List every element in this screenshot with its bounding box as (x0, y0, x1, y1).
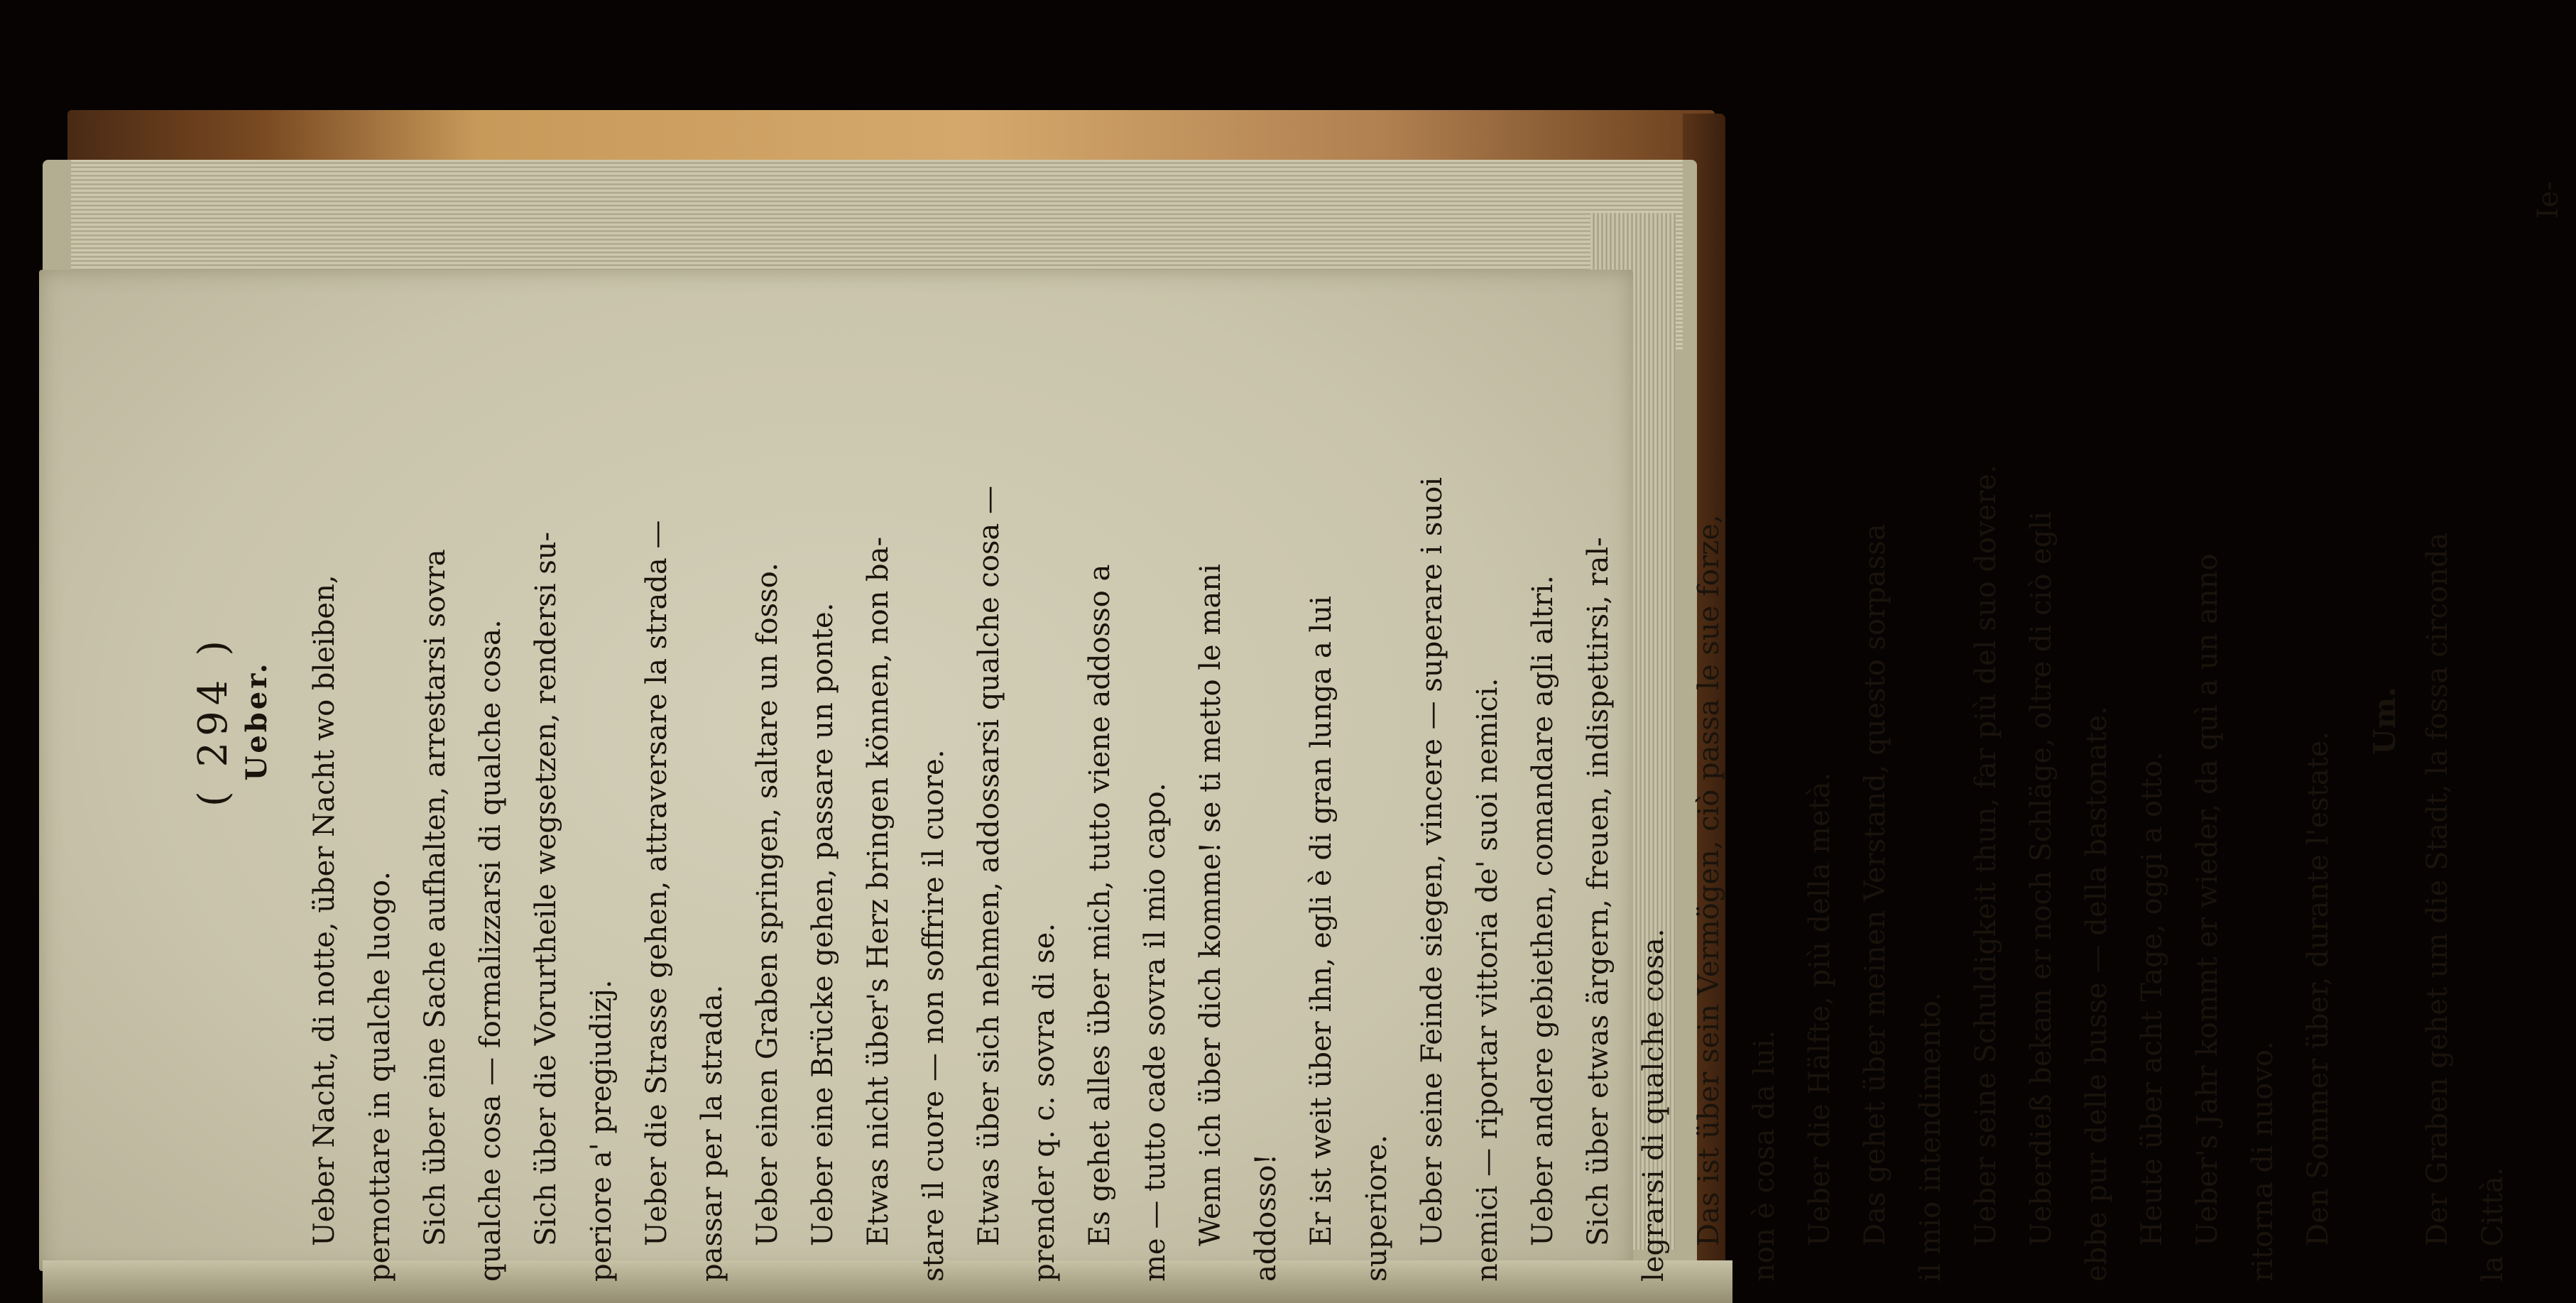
text-line: Ueber die Hälfte, più della metà. (1803, 772, 1836, 1246)
text-line: Das ist über sein Vermögen, ciò passa le sue forze, (1693, 514, 1725, 1246)
text-line: Wenn ich über dich komme! se ti metto le mani (1194, 564, 1227, 1246)
text-line: Der Graben gehet um die Stadt, la fossa circonda (2421, 532, 2454, 1246)
page-text-block (183, 160, 2565, 1282)
catchword: Ie- (2532, 181, 2565, 219)
text-lines (297, 160, 2346, 1282)
text-line: Ueber Nacht, di notte, über Nacht wo bleiben, (308, 574, 341, 1246)
text-line: nemici — riportar vittoria de' suoi nemici. (1471, 677, 1504, 1282)
text-line: ebbe pur delle busse — della bastonate. (2080, 706, 2113, 1282)
text-line: Etwas über sich nehmen, addossarsi qualche cosa — (973, 486, 1005, 1246)
text-line: Sich über eine Sache aufhalten, arrestarsi sovra (419, 549, 452, 1246)
text-line: superiore. (1360, 1134, 1393, 1282)
text-line: Ueber seine Schuldigkeit thun, far più del suo dovere. (1970, 464, 2002, 1246)
text-line: qualche cosa — formalizzarsi di qualche cosa. (474, 619, 507, 1282)
text-line: la Città. (2477, 1167, 2509, 1282)
text-line: Sich über etwas ärgern, freuen, indispettirsi, ral- (1582, 537, 1615, 1246)
section-heading: Um. (2367, 687, 2402, 755)
text-line: Sich über die Vorurtheile wegsetzen, rendersi su- (530, 531, 562, 1246)
page-number: ( 294 ) (190, 634, 236, 807)
text-line: Ueber andere gebiethen, comandare agli altri. (1527, 574, 1559, 1246)
text-line: periore a' pregiudizj. (585, 979, 618, 1282)
text-line: non è cosa da lui. (1748, 1030, 1781, 1282)
running-head (183, 160, 273, 1282)
text-line: prender q. c. sovra di se. (1028, 922, 1061, 1282)
text-line: Es gehet alles über mich, tutto viene addosso a (1084, 564, 1116, 1246)
text-lines-after (2410, 160, 2521, 1282)
text-line: stare il cuore — non soffrire il cuore. (917, 749, 950, 1282)
text-line: Ueber einen Graben springen, saltare un fosso. (751, 562, 784, 1246)
text-line: Ueber's Jahr kommt er wieder, da quì a un anno (2191, 553, 2224, 1246)
text-line: addosso! (1250, 1153, 1282, 1282)
text-line: Etwas nicht über's Herz bringen können, non ba- (862, 536, 895, 1246)
text-line: me — tutto cade sovra il mio capo. (1139, 783, 1172, 1282)
text-line: il mio intendimento. (1914, 992, 1947, 1282)
text-line: ritorna di nuovo. (2247, 1041, 2279, 1282)
page-title: Ueber. (240, 660, 273, 781)
text-line: Er ist weit über ihn, egli è di gran lunga a lui (1305, 596, 1338, 1246)
text-line: Ueber seine Feinde siegen, vincere — superare i suoi (1416, 476, 1448, 1246)
text-line: pernottare in qualche luogo. (364, 871, 396, 1282)
text-line: passar per la strada. (696, 984, 728, 1282)
text-line: Heute über acht Tage, oggi a otto. (2136, 751, 2168, 1246)
text-line: Den Sommer über, durante l'estate. (2302, 731, 2335, 1246)
text-line: Ueberdieß bekam er noch Schläge, oltre di ciò egli (2025, 511, 2058, 1246)
text-line: Das gehet über meinen Verstand, questo sorpassa (1859, 523, 1892, 1246)
text-line: Ueber die Strasse gehen, attraversare la strada — (640, 520, 673, 1246)
text-line: legrarsi di qualche cosa. (1637, 928, 1670, 1282)
text-line: Ueber eine Brücke gehen, passare un ponte. (807, 602, 839, 1246)
